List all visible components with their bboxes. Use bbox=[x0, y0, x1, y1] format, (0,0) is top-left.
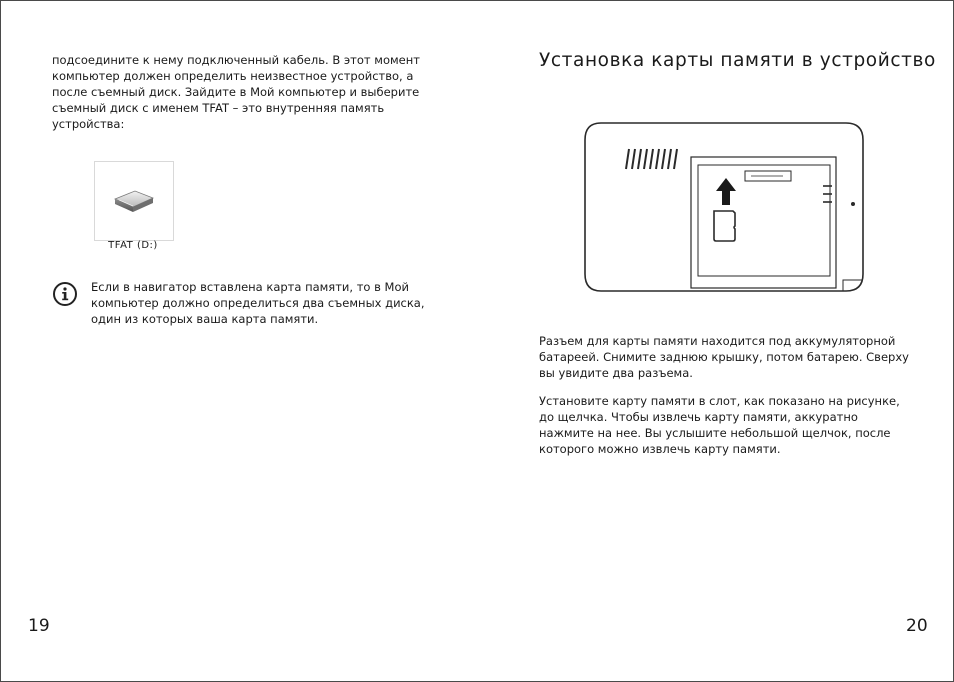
text-line: батареей. Снимите заднюю крышку, потом батарею. Сверху bbox=[539, 350, 909, 364]
page-number-left: 19 bbox=[28, 616, 50, 636]
device-body bbox=[585, 123, 863, 291]
info-icon bbox=[52, 281, 78, 307]
device-back-illustration bbox=[583, 120, 868, 296]
microsd-card-icon bbox=[714, 211, 735, 241]
page-number-right: 20 bbox=[906, 616, 928, 636]
left-note bbox=[91, 279, 425, 327]
device-led bbox=[851, 202, 855, 206]
left-paragraph-intro bbox=[52, 52, 420, 132]
text-line: один из которых ваша карта памяти. bbox=[91, 312, 319, 326]
text-line: вы увидите два разъема. bbox=[539, 366, 693, 380]
page-title: Установка карты памяти в устройство bbox=[539, 50, 936, 71]
disk-label: TFAT (D:) bbox=[108, 240, 158, 251]
text-line: подсоедините к нему подключенный кабель. В этот момент bbox=[52, 53, 420, 67]
right-paragraph-location bbox=[539, 333, 909, 381]
text-line: компьютер должно определиться два съемных диска, bbox=[91, 296, 425, 310]
text-line: Разъем для карты памяти находится под аккумуляторной bbox=[539, 334, 896, 348]
text-line: до щелчка. Чтобы извлечь карту памяти, аккуратно bbox=[539, 410, 858, 424]
text-line: которого можно извлечь карту памяти. bbox=[539, 442, 781, 456]
text-line: съемный диск с именем TFAT – это внутренняя память bbox=[52, 101, 385, 115]
text-line: нажмите на нее. Вы услышите небольшой щелчок, после bbox=[539, 426, 891, 440]
text-line: компьютер должен определить неизвестное устройство, а bbox=[52, 69, 414, 83]
text-line: Установите карту памяти в слот, как показано на рисунке, bbox=[539, 394, 900, 408]
text-line: устройства: bbox=[52, 117, 125, 131]
removable-disk-icon bbox=[95, 162, 173, 240]
removable-disk-icon-box bbox=[94, 161, 174, 241]
text-line: после съемный диск. Зайдите в Мой компьютер и выберите bbox=[52, 85, 420, 99]
right-paragraph-install bbox=[539, 393, 900, 457]
text-line: Если в навигатор вставлена карта памяти, то в Мой bbox=[91, 280, 409, 294]
